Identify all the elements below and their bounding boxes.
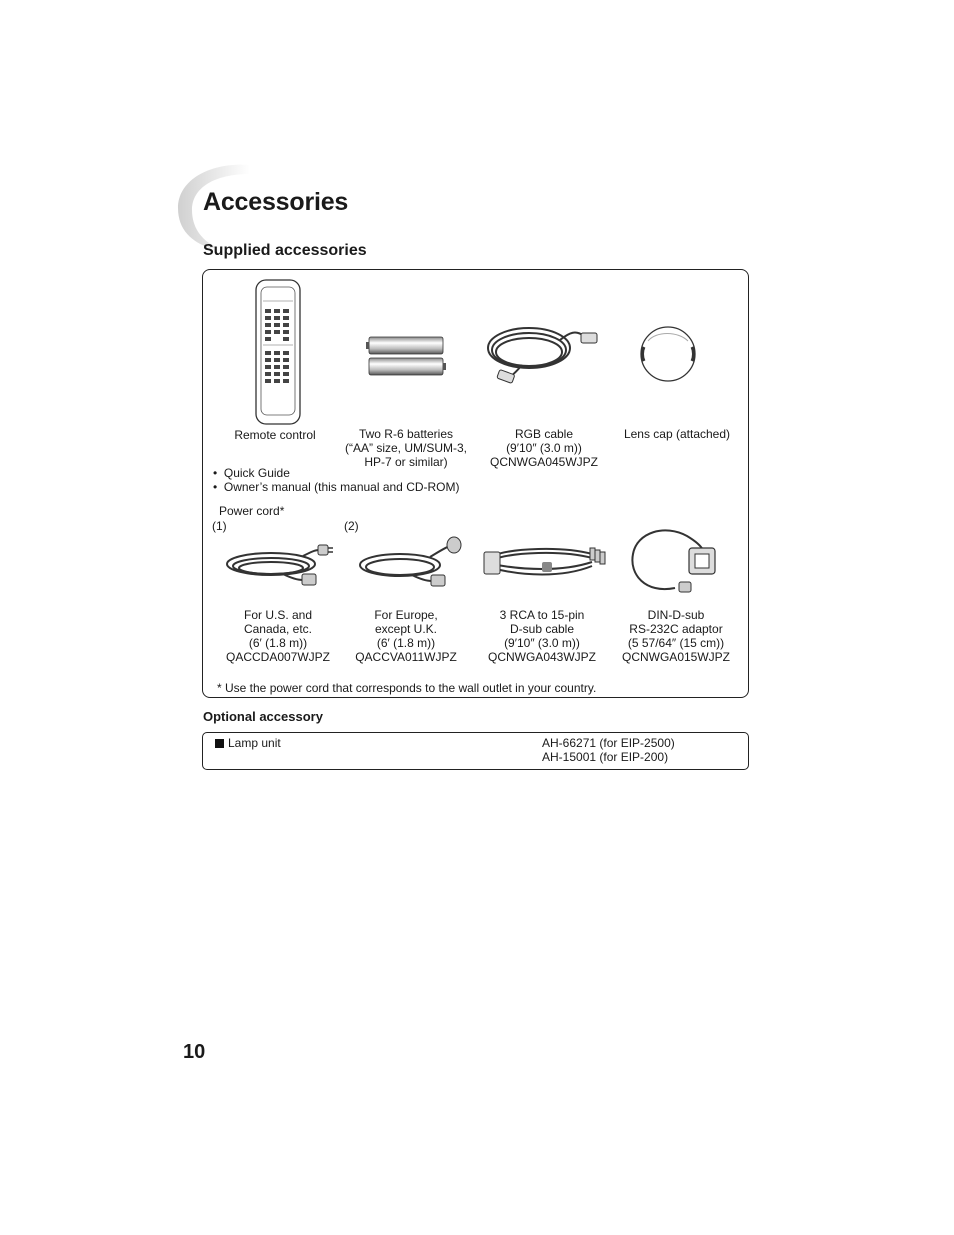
us-power-cord-icon [223, 540, 333, 590]
lens-cap-caption: Lens cap (attached) [623, 427, 731, 441]
page-title: Accessories [203, 188, 349, 216]
din-adaptor-icon [625, 524, 725, 596]
bullet-list [213, 466, 460, 494]
page-number: 10 [183, 1041, 206, 1063]
rca-cable-icon [482, 540, 608, 582]
square-bullet-icon [215, 739, 224, 748]
rca-cable-caption: 3 RCA to 15-pin D-sub cable (9′10″ (3.0 m)) QCNWGA043WJPZ [487, 608, 596, 664]
remote-control-icon [255, 279, 301, 425]
lens-cap-icon [638, 325, 698, 383]
lamp-unit-label: Lamp unit [228, 736, 281, 750]
us-power-cord-caption: For U.S. and Canada, etc. (6′ (1.8 m)) QACCDA007WJPZ [225, 608, 331, 664]
optional-accessory-heading: Optional accessory [203, 709, 323, 724]
lamp-unit-row [215, 736, 281, 750]
eu-power-cord-caption: For Europe, except U.K. (6′ (1.8 m)) QACCVA011WJPZ [355, 608, 457, 664]
eu-power-cord-icon [356, 535, 462, 590]
supplied-accessories-heading: Supplied accessories [203, 242, 367, 259]
power-cord-label: Power cord* [219, 504, 285, 518]
lamp-model-eip2500: AH-66271 (for EIP-2500) [542, 736, 675, 750]
remote-control-caption: Remote control [234, 428, 316, 442]
bullet-quick-guide: • Quick Guide [213, 466, 290, 480]
footnote: * Use the power cord that corresponds to the wall outlet in your country. [217, 681, 597, 695]
lamp-model-eip200: AH-15001 (for EIP-200) [542, 750, 669, 764]
cord-number-2: (2) [344, 519, 359, 533]
din-adaptor-caption: DIN-D-sub RS-232C adaptor (5 57/64″ (15 cm)) QCNWGA015WJPZ [621, 608, 730, 664]
batteries-icon [366, 335, 446, 377]
lamp-unit-models [542, 736, 675, 764]
rgb-cable-icon [484, 320, 600, 382]
bullet-owners-manual: • Owner’s manual (this manual and CD-ROM) [213, 480, 460, 494]
rgb-cable-caption: RGB cable (9′10″ (3.0 m)) QCNWGA045WJPZ [489, 427, 598, 469]
cord-number-1: (1) [212, 519, 227, 533]
batteries-caption: Two R-6 batteries (“AA” size, UM/SUM-3, HP-7 or similar) [344, 427, 467, 469]
